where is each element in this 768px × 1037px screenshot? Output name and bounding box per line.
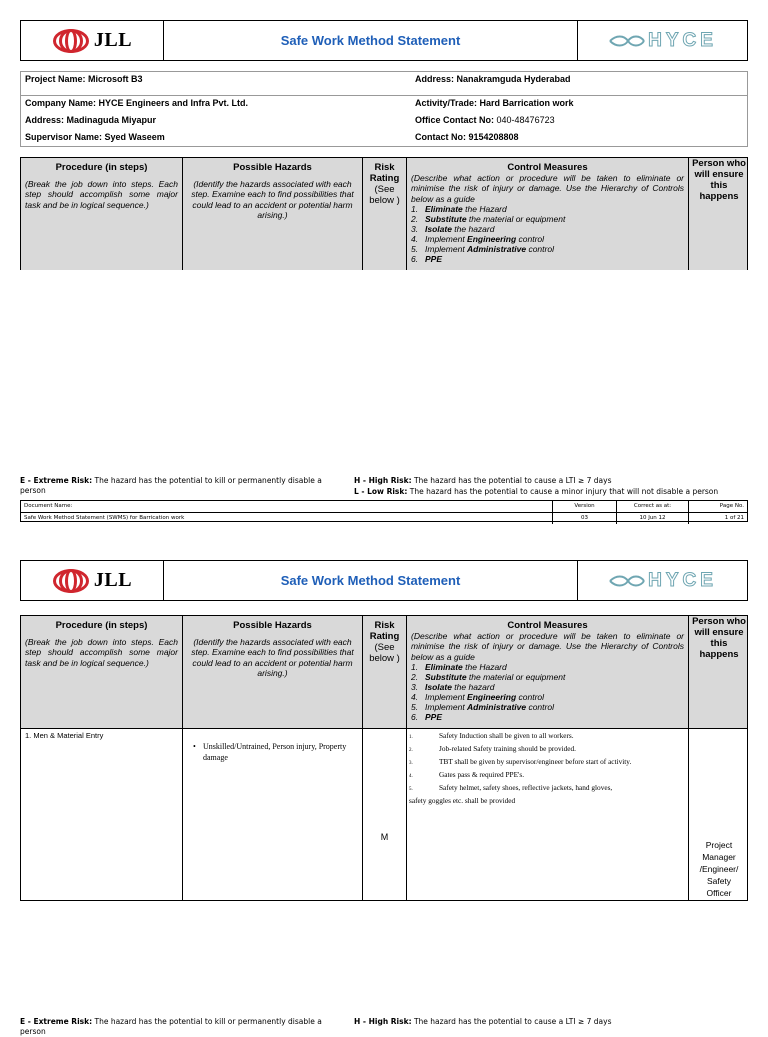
hyce-swoosh-icon: [608, 33, 646, 49]
jll-logo-text: JLL: [93, 29, 133, 51]
risk-rating-header: Risk Rating: [369, 162, 400, 184]
list-item: 5. Implement Administrative control: [411, 243, 554, 254]
swms-table-page2: [20, 615, 748, 901]
legend-high: H - High Risk: The hazard has the potential to cause a LTI ≥ 7 days: [354, 476, 612, 485]
list-item: 1. Eliminate the Hazard: [411, 661, 507, 672]
company-name: Company Name: HYCE Engineers and Infra Pvt. Ltd.: [25, 98, 249, 108]
legend-high: H - High Risk: The hazard has the potential to cause a LTI ≥ 7 days: [354, 1017, 612, 1026]
list-item: 1. Eliminate the Hazard: [411, 203, 507, 214]
control-measures-cell: [407, 729, 689, 901]
list-item: 4. Implement Engineering control: [411, 233, 545, 244]
jll-logo: [21, 561, 164, 600]
person-responsible-header: Person who will ensure this happens: [692, 158, 746, 202]
page-header: [20, 560, 748, 601]
page-header: [20, 20, 748, 61]
hazards-header: Possible Hazards: [233, 162, 312, 173]
control-measures-header: Control Measures: [507, 162, 588, 173]
contact-number: Contact No: 9154208808: [415, 132, 519, 142]
risk-rating-value: M: [380, 832, 389, 842]
list-item: 3. Isolate the hazard: [411, 223, 495, 234]
risk-rating-note: (See below ): [369, 642, 400, 664]
company-address: Address: Madinaguda Miyapur: [25, 115, 157, 125]
control-tail: safety goggles etc. shall be provided: [409, 796, 516, 805]
version-label: Version: [553, 501, 617, 512]
list-item: 3. Isolate the hazard: [411, 681, 495, 692]
activity-trade: Activity/Trade: Hard Barrication work: [415, 98, 574, 108]
hierarchy-of-controls-list: [411, 204, 684, 264]
list-item: 6. PPE: [411, 253, 443, 264]
jll-rings-icon: [52, 28, 90, 54]
document-title: Safe Work Method Statement: [164, 561, 578, 600]
list-item: 2. Job-related Safety training should be provided.: [409, 744, 576, 753]
procedure-header: Procedure (in steps): [55, 162, 148, 173]
hyce-logo-text: HYCE: [648, 29, 717, 51]
hyce-logo: [578, 561, 747, 600]
hazards-description: (Identify the hazards associated with each step. Examine each to find possibilities that could lead to an accident or potential harm arising.): [191, 179, 354, 220]
hyce-logo: [578, 21, 747, 60]
control-measures-header: Control Measures: [507, 620, 588, 631]
procedure-step: 1. Men & Material Entry: [25, 731, 104, 740]
list-item: 1. Safety Induction shall be given to all workers.: [409, 731, 574, 740]
list-item: 2. Substitute the material or equipment: [411, 671, 566, 682]
swms-table-header: [21, 158, 747, 270]
risk-rating-note: (See below ): [369, 184, 400, 206]
list-item: 4. Implement Engineering control: [411, 691, 545, 702]
hyce-swoosh-icon: [608, 573, 646, 589]
procedure-description: (Break the job down into steps. Each step should accomplish some major task and be in logical sequence.): [25, 179, 178, 210]
control-measures-description: (Describe what action or procedure will be taken to eliminate or minimise the risk of injury or damage. Use the Hierarchy of Controls below as a guide: [411, 631, 684, 662]
office-contact: Office Contact No: 040-48476723: [415, 115, 555, 125]
control-measures-description: (Describe what action or procedure will be taken to eliminate or minimise the risk of injury or damage. Use the Hierarchy of Controls below as a guide: [411, 173, 684, 204]
project-name: Project Name: Microsoft B3: [25, 74, 143, 84]
swms-table-header: [21, 616, 747, 728]
correct-as-at-label: Correct as at:: [617, 501, 689, 512]
jll-rings-icon: [52, 568, 90, 594]
legend-low: L - Low Risk: The hazard has the potential to cause a minor injury that will not disable a person: [354, 487, 719, 496]
document-title: Safe Work Method Statement: [164, 21, 578, 60]
procedure-header: Procedure (in steps): [55, 620, 148, 631]
swms-table-page1: [20, 157, 748, 270]
hierarchy-of-controls-list: [411, 662, 684, 722]
project-info-table: [20, 71, 748, 147]
procedure-description: (Break the job down into steps. Each step should accomplish some major task and be in logical sequence.): [25, 637, 178, 668]
version-value: 03: [553, 513, 617, 524]
person-responsible: Project Manager /Engineer/ Safety Officer: [699, 840, 739, 898]
doc-name-label: Document Name:: [21, 501, 553, 512]
doc-name: Safe Work Method Statement (SWMS) for Barrication work: [21, 513, 553, 524]
hazards-header: Possible Hazards: [233, 620, 312, 631]
list-item: 4. Gates pass & required PPE's.: [409, 770, 525, 779]
table-row: [21, 728, 747, 901]
list-item: 6. PPE: [411, 711, 443, 722]
supervisor-name: Supervisor Name: Syed Waseem: [25, 132, 165, 142]
project-address: Address: Nanakramguda Hyderabad: [415, 74, 571, 84]
jll-logo: [21, 21, 164, 60]
jll-logo-text: JLL: [93, 569, 133, 591]
correct-as-at-value: 10 Jun 12: [617, 513, 689, 524]
page-no-value: 1 of 21: [724, 515, 744, 521]
legend-extreme: E - Extreme Risk: The hazard has the potential to kill or permanently disable a person: [20, 1017, 322, 1036]
hazards-description: (Identify the hazards associated with each step. Examine each to find possibilities that could lead to an accident or potential harm arising.): [191, 637, 354, 678]
list-item: 2. Substitute the material or equipment: [411, 213, 566, 224]
list-item: 3. TBT shall be given by supervisor/engineer before start of activity.: [409, 757, 632, 766]
document-info-table: [20, 500, 748, 522]
hazard-item: • Unskilled/Untrained, Person injury, Property damage: [193, 742, 347, 762]
page-no-label: Page No.: [719, 503, 744, 509]
legend-extreme: E - Extreme Risk: The hazard has the potential to kill or permanently disable a person: [20, 476, 322, 495]
bullet-icon: •: [193, 742, 196, 751]
list-item: 5. Safety helmet, safety shoes, reflective jackets, hand gloves,: [409, 783, 613, 792]
hyce-logo-text: HYCE: [648, 569, 717, 591]
person-responsible-header: Person who will ensure this happens: [692, 616, 746, 660]
list-item: 5. Implement Administrative control: [411, 701, 554, 712]
risk-rating-header: Risk Rating: [369, 620, 400, 642]
